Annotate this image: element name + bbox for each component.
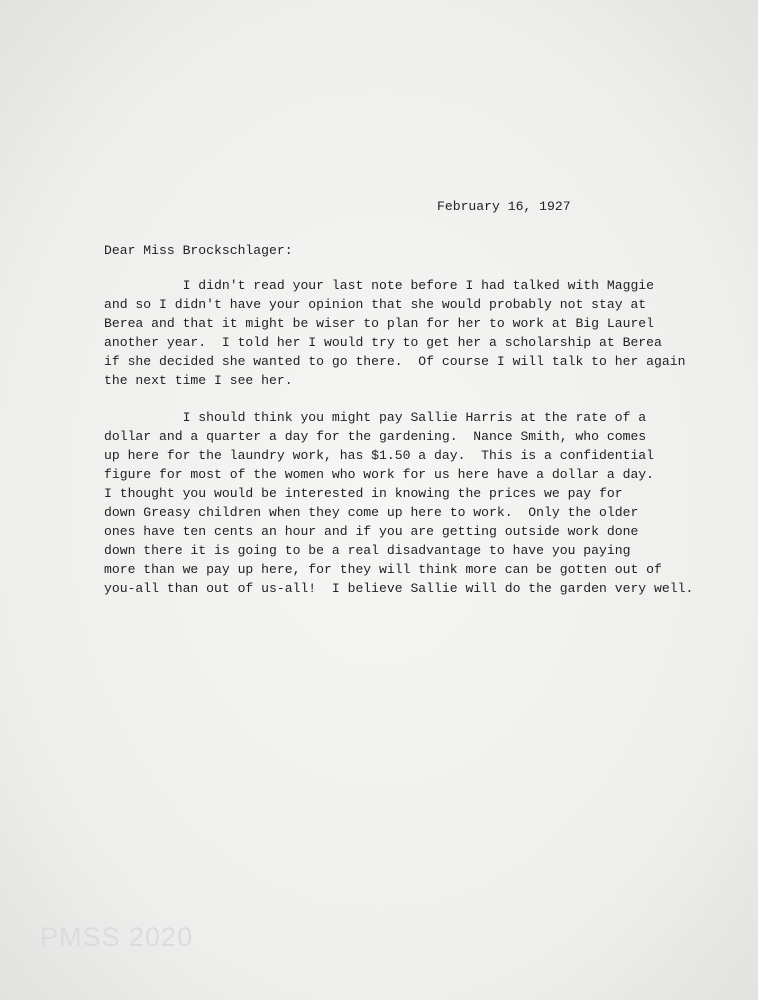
text-line: I should think you might pay Sallie Harris at the rate of a bbox=[104, 410, 647, 425]
text-line: more than we pay up here, for they will think more can be gotten out of bbox=[104, 562, 662, 577]
watermark: PMSS 2020 bbox=[40, 922, 194, 952]
text-line: if she decided she wanted to go there. Of course I will talk to her again bbox=[104, 354, 686, 369]
paragraph-1 bbox=[104, 276, 685, 390]
text-line: Berea and that it might be wiser to plan for her to work at Big Laurel bbox=[104, 316, 655, 331]
text-line: another year. I told her I would try to get her a scholarship at Berea bbox=[104, 335, 662, 350]
text-line: and so I didn't have your opinion that she would probably not stay at bbox=[104, 297, 647, 312]
text-line: dollar and a quarter a day for the gardening. Nance Smith, who comes bbox=[104, 429, 647, 444]
text-line: the next time I see her. bbox=[104, 373, 293, 388]
text-line: I thought you would be interested in knowing the prices we pay for bbox=[104, 486, 623, 501]
text-line: ones have ten cents an hour and if you are getting outside work done bbox=[104, 524, 639, 539]
text-line: I didn't read your last note before I had talked with Maggie bbox=[104, 278, 655, 293]
letter-date: February 16, 1927 bbox=[437, 199, 571, 214]
text-line: figure for most of the women who work for us here have a dollar a day. bbox=[104, 467, 655, 482]
text-line: you-all than out of us-all! I believe Sallie will do the garden very well. bbox=[104, 581, 694, 596]
salutation: Dear Miss Brockschlager: bbox=[104, 243, 293, 258]
paragraph-2 bbox=[104, 408, 693, 598]
text-line: down there it is going to be a real disadvantage to have you paying bbox=[104, 543, 631, 558]
text-line: up here for the laundry work, has $1.50 a day. This is a confidential bbox=[104, 448, 655, 463]
text-line: down Greasy children when they come up here to work. Only the older bbox=[104, 505, 639, 520]
